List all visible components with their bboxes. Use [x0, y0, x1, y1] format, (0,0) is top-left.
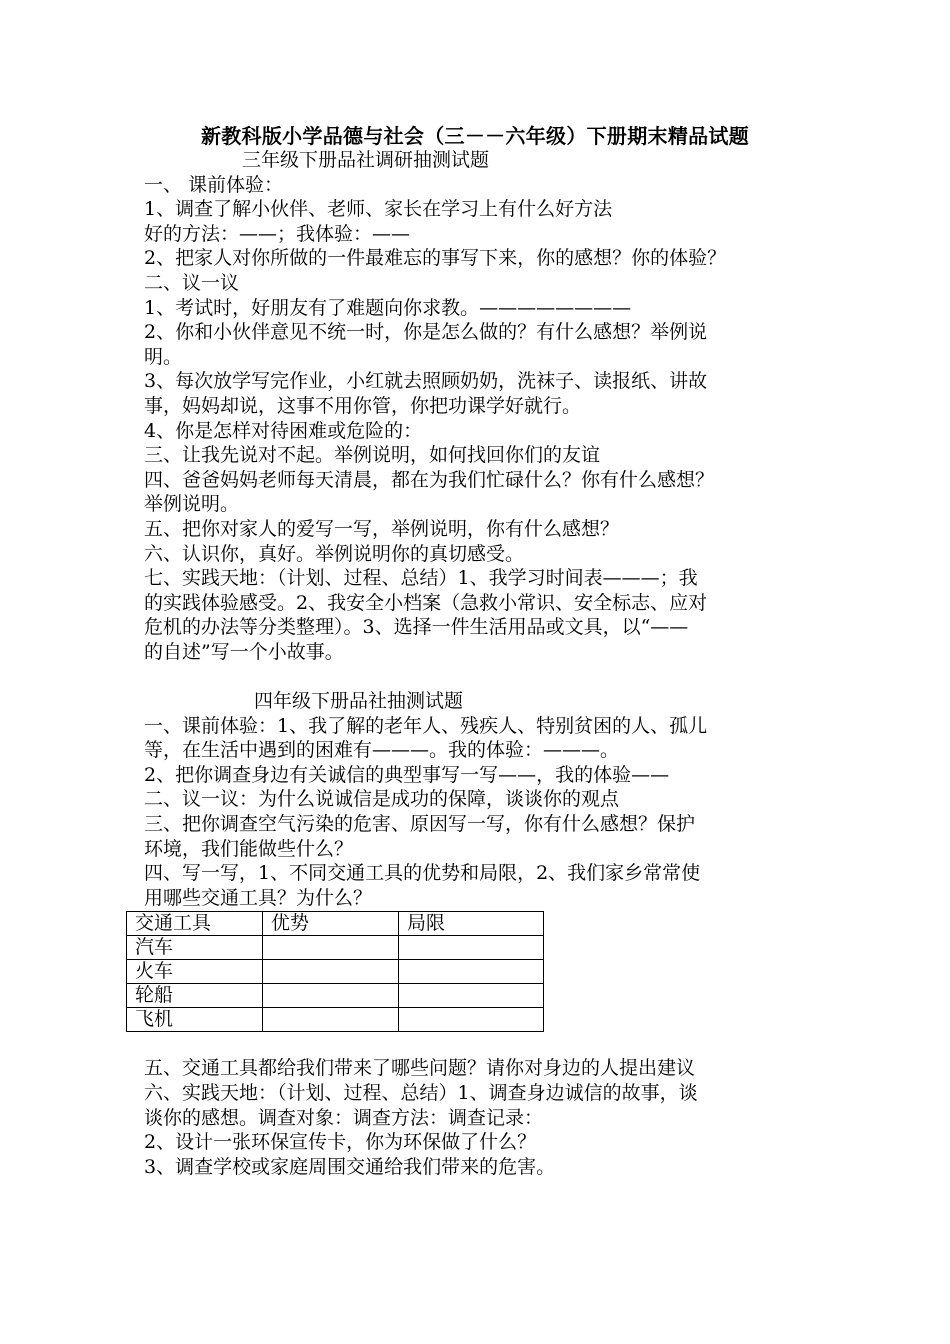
table-row [127, 936, 544, 960]
grade4-line: 谈你的感想。调查对象：调查方法：调查记录： [144, 1106, 544, 1129]
grade3-section [144, 173, 824, 665]
document-body [135, 148, 824, 1179]
grade4-line: 一、课前体验：1、我了解的老年人、残疾人、特别贫困的人、孤儿 [144, 714, 708, 737]
table-cell [399, 984, 544, 1008]
grade3-heading: 三年级下册品社调研抽测试题 [242, 149, 490, 171]
table-cell: 飞机 [127, 1008, 263, 1032]
table-row [127, 1008, 544, 1032]
grade4-line: 六、实践天地：（计划、过程、总结）1、调查身边诚信的故事，谈 [144, 1082, 698, 1104]
table-cell: 轮船 [127, 984, 263, 1008]
grade4-line: 环境，我们能做些什么？ [144, 837, 354, 860]
table-cell [263, 960, 399, 984]
document-title: 新教科版小学品德与社会（三－－六年级）下册期末精品试题 [200, 124, 750, 148]
grade3-line: 一、 课前体验： [144, 173, 284, 196]
grade3-line: 的实践体验感受。2、我安全小档案（急救小常识、安全标志、应对 [144, 591, 708, 614]
grade3-line: 六、认识你，真好。举例说明你的真切感受。 [144, 542, 525, 565]
grade3-line: 的自述”写一个小故事。 [144, 640, 344, 663]
grade4-line: 2、设计一张环保宣传卡，你为环保做了什么？ [144, 1131, 537, 1154]
table-cell: 火车 [127, 960, 263, 984]
grade3-line: 1、调查了解小伙伴、老师、家长在学习上有什么好方法 [144, 198, 613, 221]
grade3-line: 四、爸爸妈妈老师每天清晨，都在为我们忙碌什么？你有什么感想？ [144, 468, 715, 491]
grade4-line: 2、把你调查身边有关诚信的典型事写一写——，我的体验—— [144, 763, 670, 786]
grade3-line: 4、你是怎样对待困难或危险的： [144, 419, 423, 442]
grade3-line: 事，妈妈却说，这事不用你管，你把功课学好就行。 [144, 394, 582, 417]
section-spacer [144, 664, 824, 689]
grade4-line: 三、把你调查空气污染的危害、原因写一写，你有什么感想？保护 [144, 813, 696, 836]
grade3-line: 1、考试时，好朋友有了难题向你求教。———————— [144, 296, 632, 319]
table-cell: 汽车 [127, 936, 263, 960]
table-header-row [127, 912, 544, 936]
table-header-cell: 局限 [399, 912, 544, 936]
grade4-line: 等，在生活中遇到的困难有———。我的体验：———。 [144, 739, 620, 762]
transport-table [126, 911, 544, 1032]
table-cell [263, 1008, 399, 1032]
table-row [127, 960, 544, 984]
table-cell [399, 936, 544, 960]
grade4-line: 五、交通工具都给我们带来了哪些问题？请你对身边的人提出建议 [144, 1057, 696, 1080]
grade4-line: 3、调查学校或家庭周围交通给我们带来的危害。 [144, 1155, 556, 1178]
grade3-line: 七、实践天地：（计划、过程、总结）1、我学习时间表———；我 [144, 567, 698, 590]
grade3-line: 五、把你对家人的爱写一写，举例说明，你有什么感想？ [144, 517, 620, 540]
grade4-section [135, 714, 824, 1180]
grade3-line: 三、让我先说对不起。举例说明，如何找回你们的友谊 [144, 444, 601, 467]
table-spacer [144, 1032, 824, 1056]
grade4-line: 二、议一议：为什么说诚信是成功的保障，谈谈你的观点 [144, 788, 620, 811]
table-cell [263, 936, 399, 960]
grade4-heading: 四年级下册品社抽测试题 [254, 690, 464, 713]
grade3-line: 好的方法：——；我体验：—— [144, 222, 411, 245]
table-header-cell: 交通工具 [127, 912, 263, 936]
grade3-line: 二、议一议 [144, 271, 240, 294]
grade3-line: 2、把家人对你所做的一件最难忘的事写下来，你的感想？你的体验？ [144, 247, 727, 270]
table-header-cell: 优势 [263, 912, 399, 936]
grade3-line: 举例说明。 [144, 493, 240, 516]
table-cell [399, 960, 544, 984]
grade3-line: 3、每次放学写完作业，小红就去照顾奶奶，洗袜子、读报纸、讲故 [144, 370, 708, 393]
table-cell [399, 1008, 544, 1032]
grade3-line: 危机的办法等分类整理）。3、选择一件生活用品或文具，以“—— [144, 616, 689, 639]
grade3-line: 2、你和小伙伴意见不统一时，你是怎么做的？有什么感想？举例说 [144, 321, 708, 344]
grade3-line: 明。 [144, 345, 183, 368]
table-row [127, 984, 544, 1008]
grade4-line: 用哪些交通工具？为什么？ [144, 886, 373, 909]
grade4-line: 四、写一写，1、不同交通工具的优势和局限，2、我们家乡常常使 [144, 862, 701, 885]
table-cell [263, 984, 399, 1008]
